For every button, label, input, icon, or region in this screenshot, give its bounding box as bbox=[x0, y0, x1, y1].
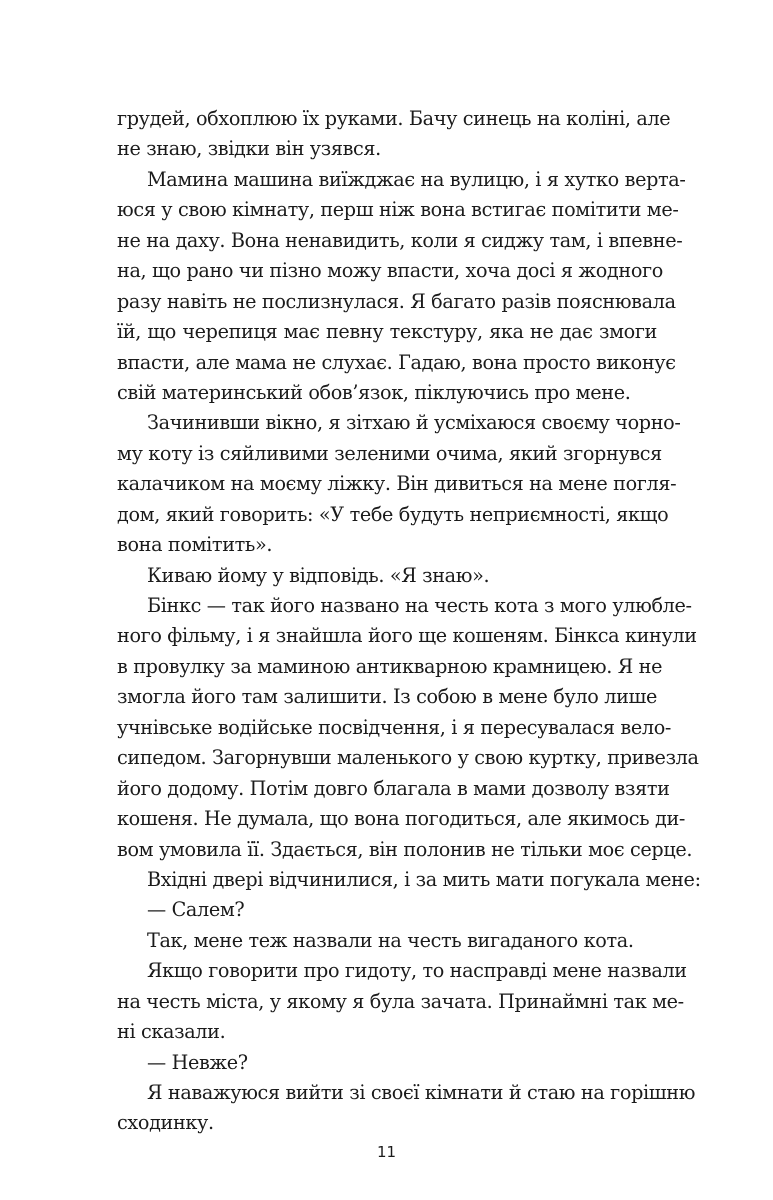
text-line: його додому. Потім довго благала в мами дозволу взяти bbox=[117, 776, 670, 800]
page-number: 11 bbox=[376, 1143, 397, 1161]
text-line: — Салем? bbox=[147, 898, 245, 922]
text-line: сходинку. bbox=[117, 1111, 214, 1135]
text-line: — Невже? bbox=[147, 1050, 248, 1074]
text-line: Так, мене теж назвали на честь вигаданого кота. bbox=[147, 928, 634, 952]
text-line: на честь міста, у якому я була зачата. Принаймні так ме- bbox=[117, 989, 684, 1013]
text-line: не знаю, звідки він узявся. bbox=[117, 137, 381, 161]
text-line: в провулку за маминою антикварною крамницею. Я не bbox=[117, 654, 663, 678]
text-line: ного фільму, і я знайшла його ще кошеням. Бінкса кинули bbox=[117, 624, 697, 648]
text-line: Киваю йому у відповідь. «Я знаю». bbox=[147, 563, 490, 587]
text-line: Бінкс — так його названо на честь кота з мого улюбле- bbox=[147, 594, 692, 617]
text-line: змогла його там залишити. Із собою в мене було лише bbox=[117, 685, 657, 709]
text-line: впасти, але мама не слухає. Гадаю, вона просто виконує bbox=[117, 350, 676, 374]
text-line: дом, який говорить: «У тебе будуть неприємності, якщо bbox=[117, 502, 669, 526]
text-line: вом умовила її. Здається, він полонив не тільки моє серце. bbox=[117, 837, 693, 861]
text-line: разу навіть не послизнулася. Я багато разів пояснювала bbox=[117, 289, 676, 313]
text-line: Якщо говорити про гидоту, то насправді мене назвали bbox=[147, 959, 687, 983]
text-line: кошеня. Не думала, що вона погодиться, але якимось ди- bbox=[117, 807, 686, 831]
text-line: ні сказали. bbox=[117, 1020, 226, 1044]
page-body-text bbox=[117, 104, 701, 1139]
text-line: учнівське водійське посвідчення, і я пересувалася вело- bbox=[117, 715, 672, 739]
text-line: вона помітить». bbox=[117, 533, 273, 557]
text-line: свій материнський обов’язок, піклуючись про мене. bbox=[117, 380, 631, 404]
text-line: Зачинивши вікно, я зітхаю й усміхаюся своєму чорно- bbox=[147, 411, 681, 435]
text-line: калачиком на моєму ліжку. Він дивиться на мене погля- bbox=[117, 472, 677, 496]
text-line: не на даху. Вона ненавидить, коли я сиджу там, і впевне- bbox=[117, 228, 683, 252]
text-line: Я наважуюся вийти зі своєї кімнати й стаю на горішню bbox=[147, 1081, 696, 1104]
text-line: грудей, обхоплюю їх руками. Бачу синець на коліні, але bbox=[117, 107, 671, 130]
text-line: Мамина машина виїжджає на вулицю, і я хутко верта- bbox=[147, 167, 686, 191]
text-line: юся у свою кімнату, перш ніж вона встигає помітити ме- bbox=[117, 198, 679, 222]
text-line: на, що рано чи пізно можу впасти, хоча досі я жодного bbox=[117, 259, 663, 283]
text-line: їй, що черепиця має певну текстуру, яка не дає змоги bbox=[117, 320, 657, 344]
text-line: Вхідні двері відчинилися, і за мить мати погукала мене: bbox=[147, 867, 701, 891]
text-line: му коту із сяйливими зеленими очима, який згорнувся bbox=[117, 441, 662, 465]
text-line: сипедом. Загорнувши маленького у свою куртку, привезла bbox=[117, 746, 699, 770]
